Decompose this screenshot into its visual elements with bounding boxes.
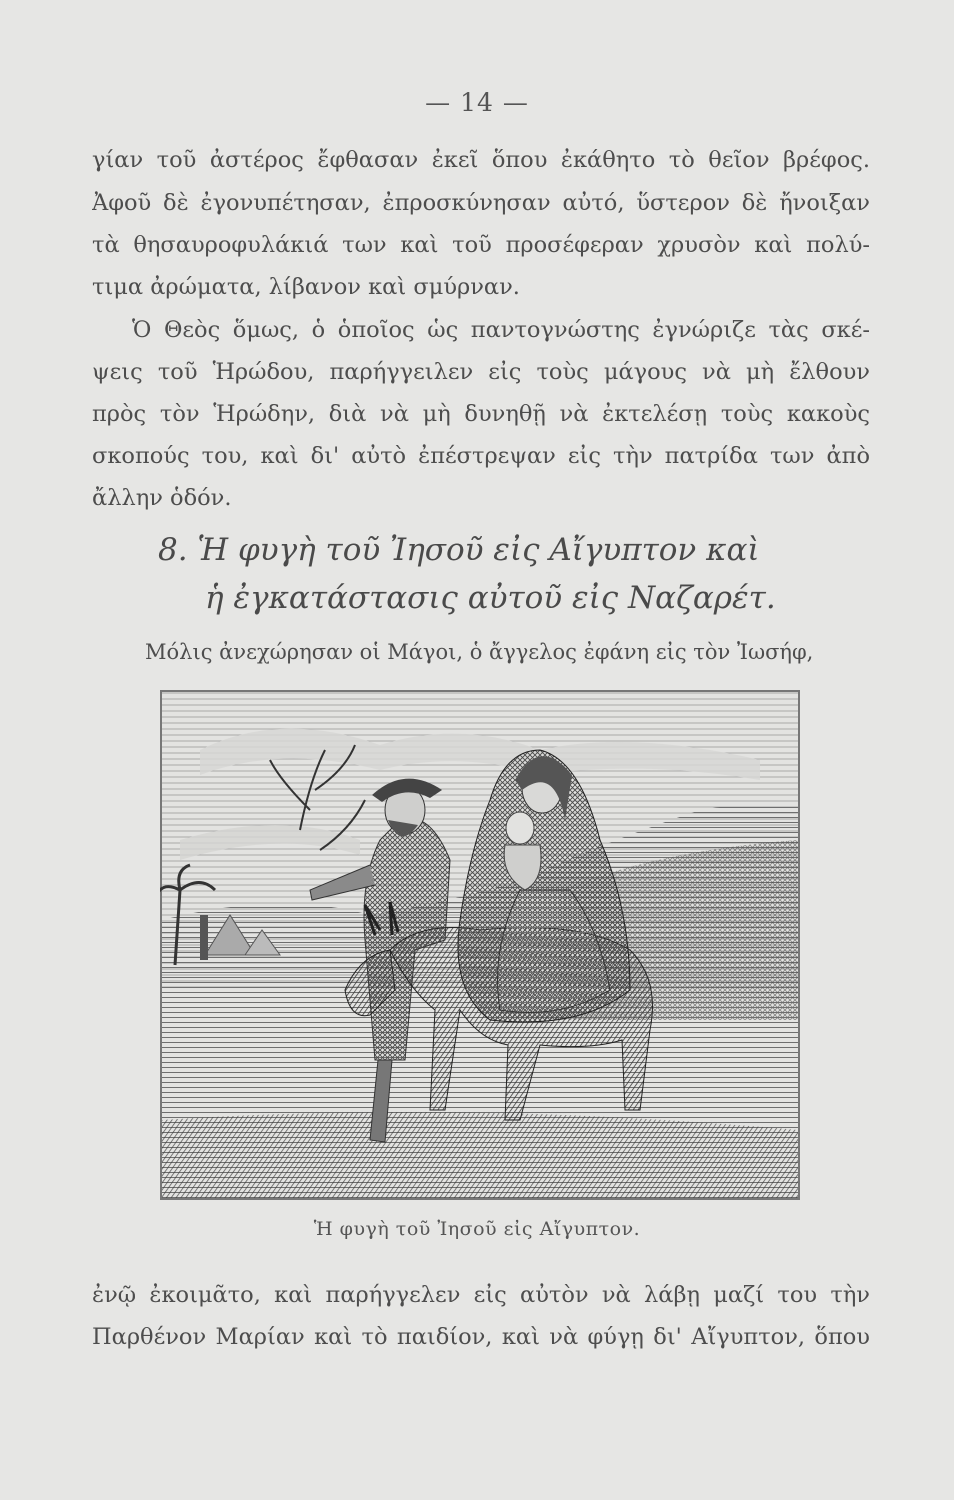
text-line: Παρθένον Μαρίαν καὶ τὸ παιδίον, καὶ νὰ φύγῃ δι' Αἴγυπτον, ὅπου	[92, 1324, 870, 1350]
text-line: ἄλλην ὁδόν.	[92, 485, 232, 511]
paragraph-3-first-line: Μόλις ἀνεχώρησαν οἱ Μάγοι, ὁ ἄγγελος ἐφάνη εἰς τὸν Ἰωσήφ,	[145, 640, 814, 664]
text-line: Ἀφοῦ δὲ ἐγονυπέτησαν, ἐπροσκύνησαν αὐτό, ὕστερον δὲ ἤνοιξαν	[92, 190, 870, 216]
text-line: ἐνῷ ἐκοιμᾶτο, καὶ παρήγγελεν εἰς αὐτὸν νὰ λάβῃ μαζί του τὴν	[92, 1282, 870, 1308]
text-line: Ὁ Θεὸς ὅμως, ὁ ὁποῖος ὡς παντογνώστης ἐγνώριζε τὰς σκέ-	[132, 317, 870, 343]
text-line: σκοπούς του, καὶ δι' αὐτὸ ἐπέστρεψαν εἰς τὴν πατρίδα των ἀπὸ	[92, 443, 870, 469]
page-number: — 14 —	[425, 88, 529, 117]
text-line: τὰ θησαυροφυλάκιά των καὶ τοῦ προσέφεραν χρυσὸν καὶ πολύ-	[92, 232, 870, 258]
text-line: γίαν τοῦ ἀστέρος ἔφθασαν ἐκεῖ ὅπου ἐκάθητο τὸ θεῖον βρέφος.	[92, 147, 870, 173]
flight-into-egypt-engraving-icon	[160, 690, 800, 1200]
text-line: πρὸς τὸν Ἡρώδην, διὰ νὰ μὴ δυνηθῇ νὰ ἐκτελέσῃ τοὺς κακοὺς	[92, 401, 870, 427]
figure-caption: Ἡ φυγὴ τοῦ Ἰησοῦ εἰς Αἴγυπτον.	[313, 1218, 641, 1240]
section-heading-line-1: 8. Ἡ φυγὴ τοῦ Ἰησοῦ εἰς Αἴγυπτον καὶ	[158, 532, 760, 568]
text-line: ψεις τοῦ Ἡρώδου, παρήγγειλεν εἰς τοὺς μάγους νὰ μὴ ἔλθουν	[92, 359, 870, 385]
text-line: τιμα ἀρώματα, λίβανον καὶ σμύρναν.	[92, 274, 520, 300]
section-heading-line-2: ἡ ἐγκατάστασις αὐτοῦ εἰς Ναζαρέτ.	[205, 580, 776, 616]
